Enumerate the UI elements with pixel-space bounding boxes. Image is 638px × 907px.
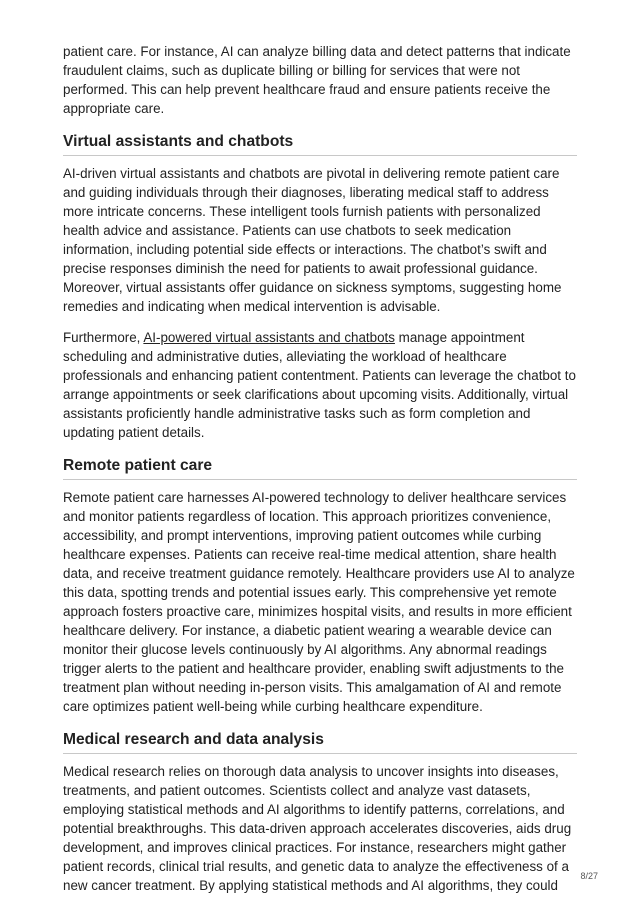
virtual-assistants-link[interactable]: AI-powered virtual assistants and chatbots [143,330,395,345]
virtual-assistants-paragraph-2 [63,328,577,442]
paragraph-text: Furthermore, [63,330,144,345]
section-heading-medical-research: Medical research and data analysis [63,730,577,754]
document-page [63,40,577,907]
section-heading-virtual-assistants: Virtual assistants and chatbots [63,132,577,156]
section-heading-remote-patient-care: Remote patient care [63,456,577,480]
remote-patient-care-paragraph: Remote patient care harnesses AI-powered technology to deliver healthcare services and monitor patients regardless of location. This approach prioritizes convenience, accessibility, and prompt interventions, improving patient outcomes while curbing healthcare expenses. Patients can receive real-time medical attention, share health data, and receive treatment guidance remotely. Healthcare providers use AI to analyze this data, spotting trends and potential issues early. This comprehensive yet remote approach fosters proactive care, minimizes hospital visits, and results in more efficient healthcare delivery. For instance, a diabetic patient wearing a wearable device can monitor their glucose levels continuously by AI algorithms. Any abnormal readings trigger alerts to the patient and healthcare provider, enabling swift adjustments to the treatment plan without needing in-person visits. This amalgamation of AI and remote care optimizes patient well-being while curbing healthcare expenditure. [63,490,575,714]
intro-paragraph: patient care. For instance, AI can analyze billing data and detect patterns that indicate fraudulent claims, such as duplicate billing or billing for services that were not performed. This can help prevent healthcare fraud and ensure patients receive the appropriate care. [63,44,571,116]
page-number: 8/27 [580,871,598,881]
medical-research-paragraph: Medical research relies on thorough data analysis to uncover insights into diseases, treatments, and patient outcomes. Scientists collect and analyze vast datasets, employing statistical methods and AI algorithms to identify patterns, correlations, and potential breakthroughs. This data-driven approach accelerates discoveries, aids drug development, and improves clinical practices. For instance, researchers might gather patient records, clinical trial results, and genetic data to analyze the effectiveness of a new cancer treatment. By applying statistical methods and AI algorithms, they could [63,764,572,893]
paragraph-text: manage appointment scheduling and administrative duties, alleviating the workload of healthcare professionals and enhancing patient contentment. Patients can leverage the chatbot to arrange appointments or seek clarifications about upcoming visits. Additionally, virtual assistants proficiently handle administrative tasks such as form completion and updating patient details. [63,330,576,440]
virtual-assistants-paragraph-1: AI-driven virtual assistants and chatbots are pivotal in delivering remote patient care and guiding individuals through their diagnoses, liberating medical staff to address more intricate concerns. These intelligent tools furnish patients with personalized health advice and assistance. Patients can use chatbots to seek medication information, including potential side effects or interactions. The chatbot’s swift and precise responses diminish the need for patients to await professional guidance. Moreover, virtual assistants offer guidance on sickness symptoms, suggesting home remedies and indicating when medical intervention is advisable. [63,166,562,314]
